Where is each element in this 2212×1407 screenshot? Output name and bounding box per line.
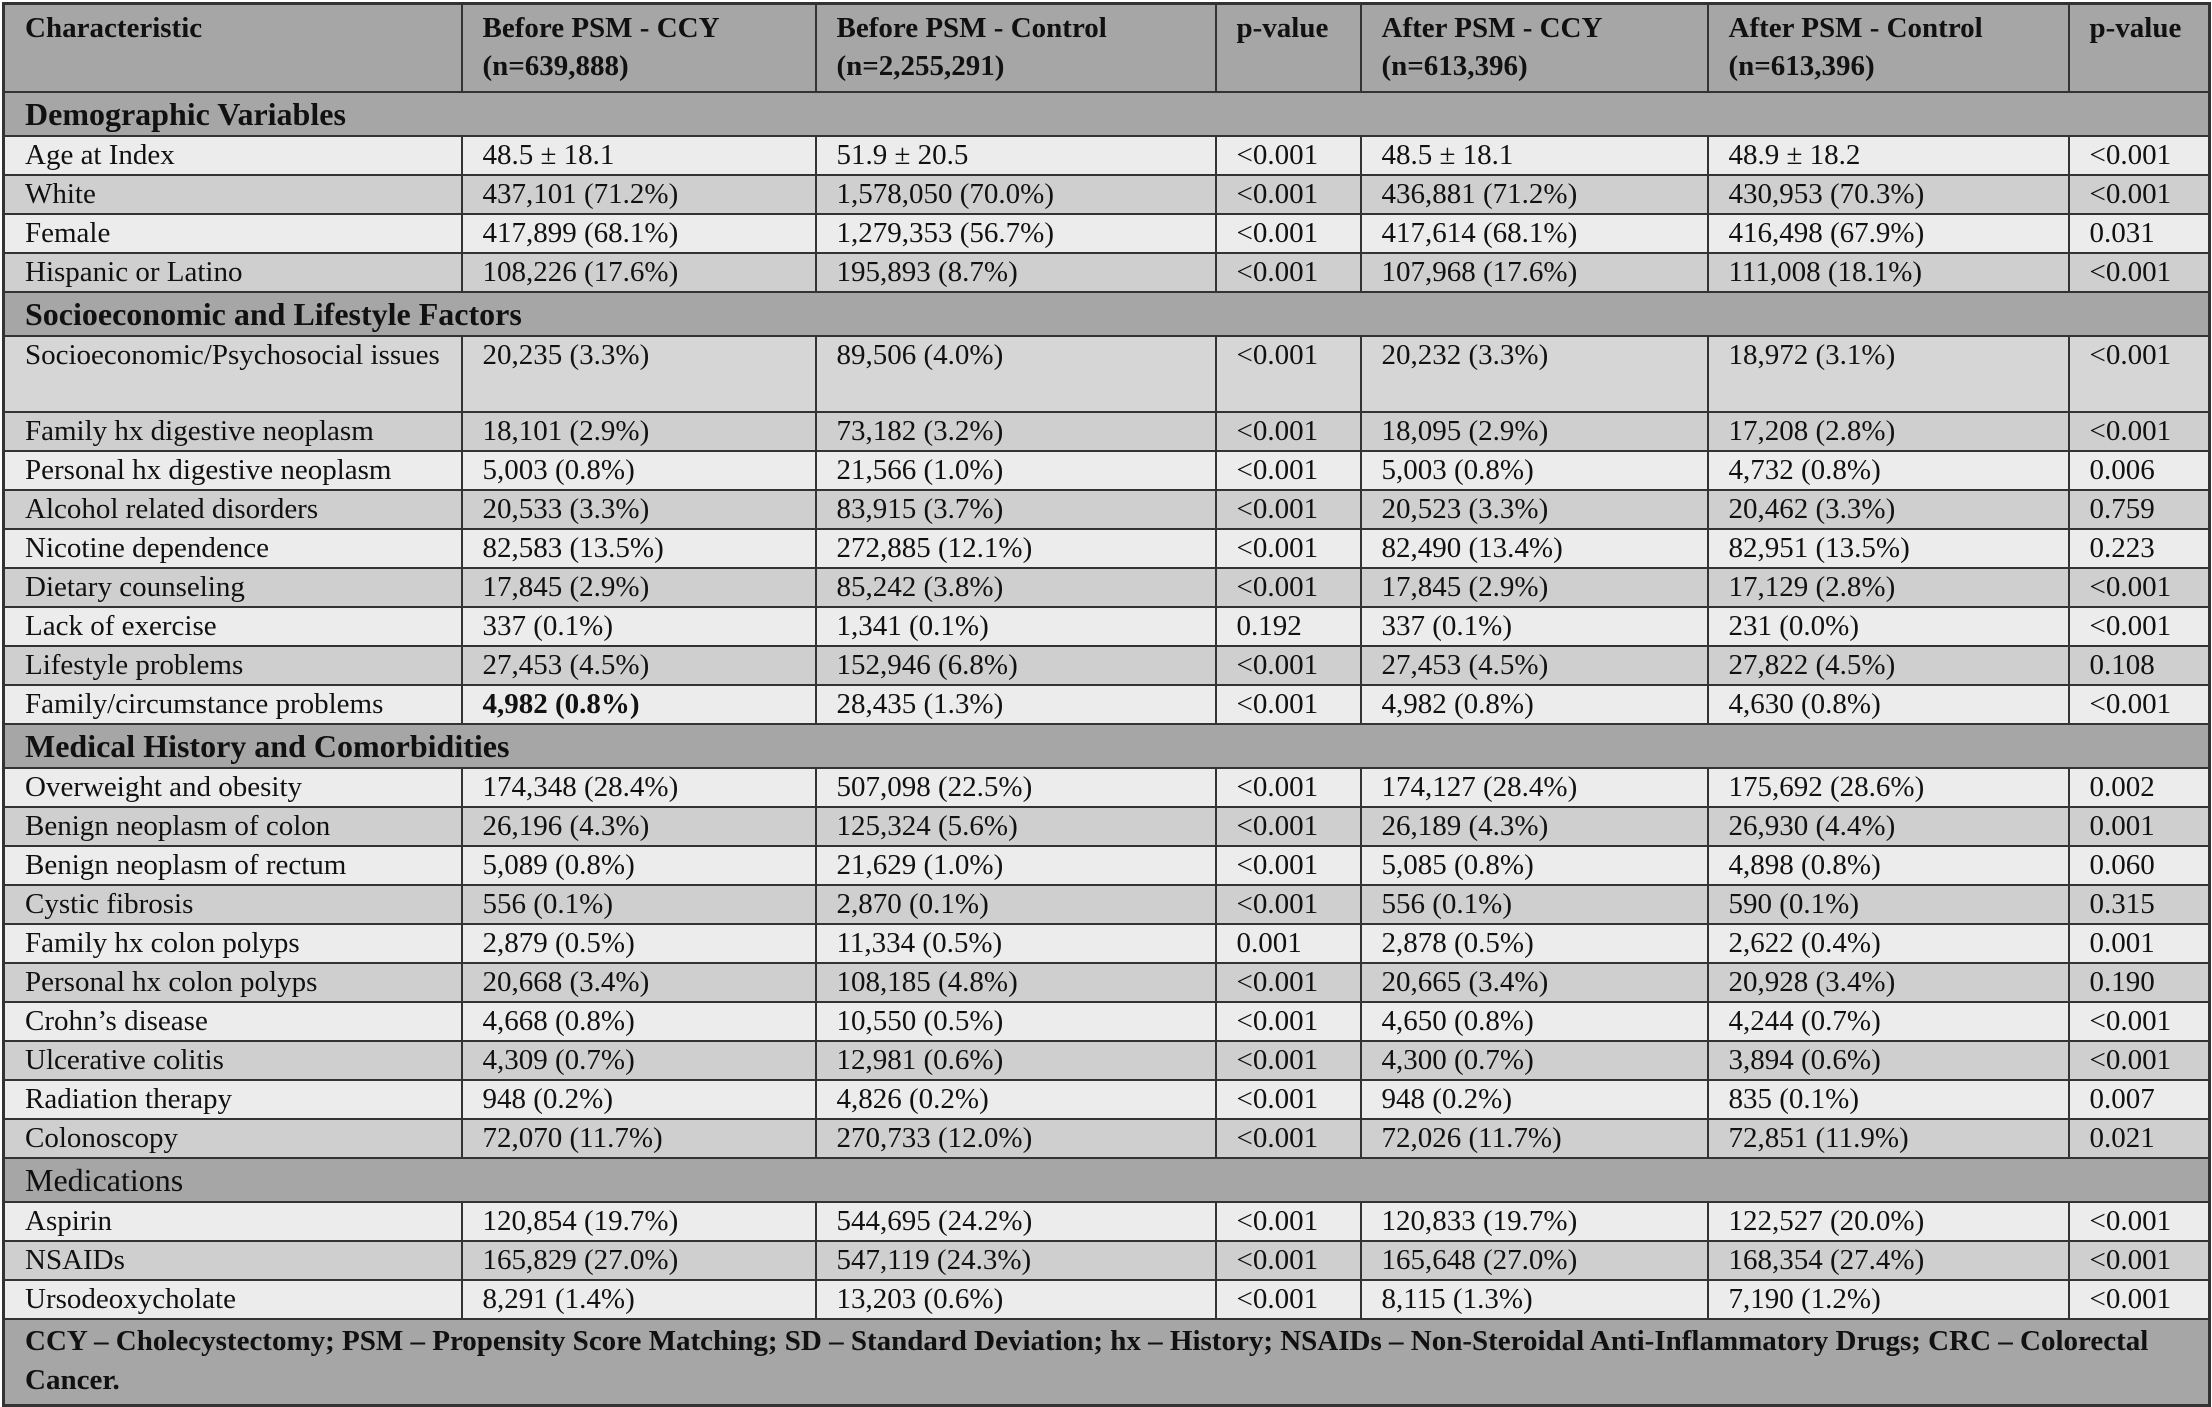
after-control-cell: 4,244 (0.7%) <box>1708 1002 2069 1041</box>
after-ccy-cell: 337 (0.1%) <box>1361 607 1708 646</box>
before-control-cell: 83,915 (3.7%) <box>816 490 1216 529</box>
before-ccy-cell: 20,235 (3.3%) <box>462 336 816 412</box>
before-ccy-cell: 948 (0.2%) <box>462 1080 816 1119</box>
after-ccy-cell: 20,232 (3.3%) <box>1361 336 1708 412</box>
after-p-value-cell: <0.001 <box>2069 136 2210 175</box>
before-p-value-cell: <0.001 <box>1216 846 1361 885</box>
before-control-cell: 544,695 (24.2%) <box>816 1202 1216 1241</box>
after-ccy-cell: 2,878 (0.5%) <box>1361 924 1708 963</box>
before-p-value-cell: <0.001 <box>1216 1202 1361 1241</box>
after-ccy-cell: 20,523 (3.3%) <box>1361 490 1708 529</box>
before-p-value-cell: <0.001 <box>1216 646 1361 685</box>
before-p-value-cell: <0.001 <box>1216 529 1361 568</box>
after-ccy-cell: 107,968 (17.6%) <box>1361 253 1708 292</box>
table-row <box>4 963 2210 1002</box>
section-title: Medical History and Comorbidities <box>4 724 2210 768</box>
table-row <box>4 768 2210 807</box>
section-header-row <box>4 1158 2210 1202</box>
table-row <box>4 490 2210 529</box>
table-row <box>4 885 2210 924</box>
characteristic-cell: Ulcerative colitis <box>4 1041 462 1080</box>
before-control-cell: 13,203 (0.6%) <box>816 1280 1216 1319</box>
section-title: Medications <box>4 1158 2210 1202</box>
after-control-cell: 7,190 (1.2%) <box>1708 1280 2069 1319</box>
before-p-value-cell: <0.001 <box>1216 451 1361 490</box>
before-ccy-cell: 4,309 (0.7%) <box>462 1041 816 1080</box>
section-header-row <box>4 724 2210 768</box>
characteristic-cell: Hispanic or Latino <box>4 253 462 292</box>
after-control-cell: 27,822 (4.5%) <box>1708 646 2069 685</box>
before-p-value-cell: <0.001 <box>1216 1002 1361 1041</box>
before-control-cell: 152,946 (6.8%) <box>816 646 1216 685</box>
characteristic-cell: Cystic fibrosis <box>4 885 462 924</box>
characteristic-cell: Overweight and obesity <box>4 768 462 807</box>
after-p-value-cell: <0.001 <box>2069 568 2210 607</box>
table-body <box>4 92 2210 1319</box>
after-ccy-cell: 120,833 (19.7%) <box>1361 1202 1708 1241</box>
characteristic-cell: Personal hx colon polyps <box>4 963 462 1002</box>
after-control-cell: 4,732 (0.8%) <box>1708 451 2069 490</box>
after-p-value-cell: 0.060 <box>2069 846 2210 885</box>
characteristic-cell: Family/circumstance problems <box>4 685 462 724</box>
after-ccy-cell: 556 (0.1%) <box>1361 885 1708 924</box>
after-p-value-cell: 0.223 <box>2069 529 2210 568</box>
before-ccy-cell: 2,879 (0.5%) <box>462 924 816 963</box>
header-after-control: After PSM - Control (n=613,396) <box>1708 4 2069 92</box>
characteristic-cell: Family hx digestive neoplasm <box>4 412 462 451</box>
table-row <box>4 451 2210 490</box>
after-p-value-cell: 0.190 <box>2069 963 2210 1002</box>
before-ccy-cell: 437,101 (71.2%) <box>462 175 816 214</box>
before-p-value-cell: <0.001 <box>1216 1119 1361 1158</box>
after-p-value-cell: 0.021 <box>2069 1119 2210 1158</box>
table-row <box>4 1202 2210 1241</box>
after-ccy-cell: 17,845 (2.9%) <box>1361 568 1708 607</box>
characteristic-cell: NSAIDs <box>4 1241 462 1280</box>
header-before-ccy: Before PSM - CCY (n=639,888) <box>462 4 816 92</box>
table-row <box>4 568 2210 607</box>
before-ccy-cell: 27,453 (4.5%) <box>462 646 816 685</box>
after-ccy-cell: 18,095 (2.9%) <box>1361 412 1708 451</box>
after-p-value-cell: <0.001 <box>2069 253 2210 292</box>
after-ccy-cell: 4,982 (0.8%) <box>1361 685 1708 724</box>
table-row <box>4 1241 2210 1280</box>
characteristic-cell: Family hx colon polyps <box>4 924 462 963</box>
characteristic-cell: Personal hx digestive neoplasm <box>4 451 462 490</box>
characteristic-cell: Age at Index <box>4 136 462 175</box>
characteristics-table <box>2 2 2211 1407</box>
after-ccy-cell: 48.5 ± 18.1 <box>1361 136 1708 175</box>
before-p-value-cell: <0.001 <box>1216 1241 1361 1280</box>
after-ccy-cell: 72,026 (11.7%) <box>1361 1119 1708 1158</box>
after-ccy-cell: 165,648 (27.0%) <box>1361 1241 1708 1280</box>
after-p-value-cell: 0.108 <box>2069 646 2210 685</box>
header-before-control: Before PSM - Control (n=2,255,291) <box>816 4 1216 92</box>
before-ccy-cell: 556 (0.1%) <box>462 885 816 924</box>
before-control-cell: 12,981 (0.6%) <box>816 1041 1216 1080</box>
before-ccy-cell: 174,348 (28.4%) <box>462 768 816 807</box>
after-control-cell: 4,898 (0.8%) <box>1708 846 2069 885</box>
after-ccy-cell: 4,300 (0.7%) <box>1361 1041 1708 1080</box>
after-control-cell: 835 (0.1%) <box>1708 1080 2069 1119</box>
after-ccy-cell: 417,614 (68.1%) <box>1361 214 1708 253</box>
before-ccy-cell: 72,070 (11.7%) <box>462 1119 816 1158</box>
after-control-cell: 48.9 ± 18.2 <box>1708 136 2069 175</box>
after-ccy-cell: 27,453 (4.5%) <box>1361 646 1708 685</box>
after-ccy-cell: 20,665 (3.4%) <box>1361 963 1708 1002</box>
characteristic-cell: Alcohol related disorders <box>4 490 462 529</box>
after-p-value-cell: 0.007 <box>2069 1080 2210 1119</box>
after-control-cell: 4,630 (0.8%) <box>1708 685 2069 724</box>
after-ccy-cell: 82,490 (13.4%) <box>1361 529 1708 568</box>
before-ccy-cell: 4,668 (0.8%) <box>462 1002 816 1041</box>
characteristic-cell: Socioeconomic/Psychosocial issues <box>4 336 462 412</box>
before-ccy-cell: 18,101 (2.9%) <box>462 412 816 451</box>
table-row <box>4 253 2210 292</box>
table-row <box>4 846 2210 885</box>
before-control-cell: 21,629 (1.0%) <box>816 846 1216 885</box>
after-control-cell: 17,129 (2.8%) <box>1708 568 2069 607</box>
before-p-value-cell: <0.001 <box>1216 336 1361 412</box>
characteristic-cell: Female <box>4 214 462 253</box>
before-ccy-cell: 417,899 (68.1%) <box>462 214 816 253</box>
after-p-value-cell: <0.001 <box>2069 1280 2210 1319</box>
before-p-value-cell: <0.001 <box>1216 685 1361 724</box>
before-ccy-cell: 4,982 (0.8%) <box>462 685 816 724</box>
table-row <box>4 1280 2210 1319</box>
before-control-cell: 1,341 (0.1%) <box>816 607 1216 646</box>
after-p-value-cell: <0.001 <box>2069 1241 2210 1280</box>
before-ccy-cell: 120,854 (19.7%) <box>462 1202 816 1241</box>
after-p-value-cell: <0.001 <box>2069 175 2210 214</box>
after-p-value-cell: <0.001 <box>2069 1202 2210 1241</box>
after-control-cell: 26,930 (4.4%) <box>1708 807 2069 846</box>
header-after-ccy: After PSM - CCY (n=613,396) <box>1361 4 1708 92</box>
header-row <box>4 4 2210 92</box>
after-ccy-cell: 174,127 (28.4%) <box>1361 768 1708 807</box>
table-row <box>4 1041 2210 1080</box>
before-ccy-cell: 20,668 (3.4%) <box>462 963 816 1002</box>
before-control-cell: 85,242 (3.8%) <box>816 568 1216 607</box>
after-p-value-cell: <0.001 <box>2069 1002 2210 1041</box>
after-control-cell: 231 (0.0%) <box>1708 607 2069 646</box>
before-ccy-cell: 165,829 (27.0%) <box>462 1241 816 1280</box>
characteristic-cell: Nicotine dependence <box>4 529 462 568</box>
before-ccy-cell: 26,196 (4.3%) <box>462 807 816 846</box>
after-p-value-cell: <0.001 <box>2069 336 2210 412</box>
after-ccy-cell: 436,881 (71.2%) <box>1361 175 1708 214</box>
before-control-cell: 125,324 (5.6%) <box>816 807 1216 846</box>
table-container <box>2 2 2211 1407</box>
after-control-cell: 168,354 (27.4%) <box>1708 1241 2069 1280</box>
before-control-cell: 4,826 (0.2%) <box>816 1080 1216 1119</box>
before-p-value-cell: <0.001 <box>1216 175 1361 214</box>
after-control-cell: 82,951 (13.5%) <box>1708 529 2069 568</box>
after-p-value-cell: 0.001 <box>2069 807 2210 846</box>
before-ccy-cell: 337 (0.1%) <box>462 607 816 646</box>
before-p-value-cell: <0.001 <box>1216 1041 1361 1080</box>
table-row <box>4 529 2210 568</box>
characteristic-cell: Aspirin <box>4 1202 462 1241</box>
after-p-value-cell: 0.759 <box>2069 490 2210 529</box>
before-ccy-cell: 48.5 ± 18.1 <box>462 136 816 175</box>
before-ccy-cell: 5,003 (0.8%) <box>462 451 816 490</box>
before-ccy-cell: 82,583 (13.5%) <box>462 529 816 568</box>
after-ccy-cell: 8,115 (1.3%) <box>1361 1280 1708 1319</box>
before-ccy-cell: 8,291 (1.4%) <box>462 1280 816 1319</box>
before-control-cell: 89,506 (4.0%) <box>816 336 1216 412</box>
footnote: CCY – Cholecystectomy; PSM – Propensity Score Matching; SD – Standard Deviation; hx – History; NSAIDs – Non-Steroidal Anti-Inflammatory Drugs; CRC – Colorectal Cancer. <box>4 1319 2210 1406</box>
characteristic-cell: Lack of exercise <box>4 607 462 646</box>
section-header-row <box>4 92 2210 136</box>
after-control-cell: 430,953 (70.3%) <box>1708 175 2069 214</box>
after-p-value-cell: 0.006 <box>2069 451 2210 490</box>
after-p-value-cell: <0.001 <box>2069 607 2210 646</box>
characteristic-cell: Dietary counseling <box>4 568 462 607</box>
after-ccy-cell: 26,189 (4.3%) <box>1361 807 1708 846</box>
after-control-cell: 122,527 (20.0%) <box>1708 1202 2069 1241</box>
before-p-value-cell: <0.001 <box>1216 568 1361 607</box>
after-control-cell: 20,928 (3.4%) <box>1708 963 2069 1002</box>
section-title: Demographic Variables <box>4 92 2210 136</box>
before-p-value-cell: <0.001 <box>1216 1280 1361 1319</box>
table-row <box>4 685 2210 724</box>
table-row <box>4 214 2210 253</box>
characteristic-cell: Crohn’s disease <box>4 1002 462 1041</box>
before-control-cell: 2,870 (0.1%) <box>816 885 1216 924</box>
before-ccy-cell: 108,226 (17.6%) <box>462 253 816 292</box>
characteristic-cell: White <box>4 175 462 214</box>
before-control-cell: 195,893 (8.7%) <box>816 253 1216 292</box>
before-p-value-cell: <0.001 <box>1216 412 1361 451</box>
before-control-cell: 272,885 (12.1%) <box>816 529 1216 568</box>
before-p-value-cell: <0.001 <box>1216 214 1361 253</box>
before-control-cell: 270,733 (12.0%) <box>816 1119 1216 1158</box>
before-control-cell: 1,578,050 (70.0%) <box>816 175 1216 214</box>
after-p-value-cell: <0.001 <box>2069 1041 2210 1080</box>
before-p-value-cell: 0.001 <box>1216 924 1361 963</box>
after-control-cell: 3,894 (0.6%) <box>1708 1041 2069 1080</box>
after-control-cell: 20,462 (3.3%) <box>1708 490 2069 529</box>
before-p-value-cell: <0.001 <box>1216 768 1361 807</box>
characteristic-cell: Radiation therapy <box>4 1080 462 1119</box>
table-row <box>4 412 2210 451</box>
table-row <box>4 646 2210 685</box>
table-row <box>4 1119 2210 1158</box>
before-p-value-cell: <0.001 <box>1216 1080 1361 1119</box>
table-row <box>4 175 2210 214</box>
section-title: Socioeconomic and Lifestyle Factors <box>4 292 2210 336</box>
before-p-value-cell: <0.001 <box>1216 885 1361 924</box>
table-row <box>4 807 2210 846</box>
before-ccy-cell: 20,533 (3.3%) <box>462 490 816 529</box>
before-p-value-cell: 0.192 <box>1216 607 1361 646</box>
before-p-value-cell: <0.001 <box>1216 253 1361 292</box>
before-ccy-cell: 17,845 (2.9%) <box>462 568 816 607</box>
characteristic-cell: Lifestyle problems <box>4 646 462 685</box>
after-p-value-cell: 0.002 <box>2069 768 2210 807</box>
after-control-cell: 416,498 (67.9%) <box>1708 214 2069 253</box>
after-control-cell: 2,622 (0.4%) <box>1708 924 2069 963</box>
characteristic-cell: Colonoscopy <box>4 1119 462 1158</box>
header-before-p-value: p-value <box>1216 4 1361 92</box>
before-control-cell: 21,566 (1.0%) <box>816 451 1216 490</box>
before-control-cell: 28,435 (1.3%) <box>816 685 1216 724</box>
before-control-cell: 1,279,353 (56.7%) <box>816 214 1216 253</box>
after-control-cell: 175,692 (28.6%) <box>1708 768 2069 807</box>
after-ccy-cell: 5,003 (0.8%) <box>1361 451 1708 490</box>
before-control-cell: 51.9 ± 20.5 <box>816 136 1216 175</box>
before-control-cell: 10,550 (0.5%) <box>816 1002 1216 1041</box>
table-row <box>4 924 2210 963</box>
before-control-cell: 11,334 (0.5%) <box>816 924 1216 963</box>
after-p-value-cell: <0.001 <box>2069 685 2210 724</box>
before-ccy-cell: 5,089 (0.8%) <box>462 846 816 885</box>
header-characteristic: Characteristic <box>4 4 462 92</box>
before-control-cell: 547,119 (24.3%) <box>816 1241 1216 1280</box>
after-p-value-cell: <0.001 <box>2069 412 2210 451</box>
section-header-row <box>4 292 2210 336</box>
header-after-p-value: p-value <box>2069 4 2210 92</box>
before-p-value-cell: <0.001 <box>1216 490 1361 529</box>
table-row <box>4 136 2210 175</box>
before-p-value-cell: <0.001 <box>1216 136 1361 175</box>
after-ccy-cell: 5,085 (0.8%) <box>1361 846 1708 885</box>
before-control-cell: 73,182 (3.2%) <box>816 412 1216 451</box>
after-control-cell: 17,208 (2.8%) <box>1708 412 2069 451</box>
after-control-cell: 18,972 (3.1%) <box>1708 336 2069 412</box>
characteristic-cell: Benign neoplasm of rectum <box>4 846 462 885</box>
after-p-value-cell: 0.031 <box>2069 214 2210 253</box>
footnote-row <box>4 1319 2210 1406</box>
after-p-value-cell: 0.315 <box>2069 885 2210 924</box>
after-p-value-cell: 0.001 <box>2069 924 2210 963</box>
before-p-value-cell: <0.001 <box>1216 807 1361 846</box>
before-control-cell: 108,185 (4.8%) <box>816 963 1216 1002</box>
table-row <box>4 607 2210 646</box>
after-control-cell: 590 (0.1%) <box>1708 885 2069 924</box>
after-ccy-cell: 948 (0.2%) <box>1361 1080 1708 1119</box>
after-control-cell: 111,008 (18.1%) <box>1708 253 2069 292</box>
before-p-value-cell: <0.001 <box>1216 963 1361 1002</box>
table-row <box>4 336 2210 412</box>
before-control-cell: 507,098 (22.5%) <box>816 768 1216 807</box>
table-row <box>4 1080 2210 1119</box>
after-ccy-cell: 4,650 (0.8%) <box>1361 1002 1708 1041</box>
after-control-cell: 72,851 (11.9%) <box>1708 1119 2069 1158</box>
characteristic-cell: Benign neoplasm of colon <box>4 807 462 846</box>
table-row <box>4 1002 2210 1041</box>
characteristic-cell: Ursodeoxycholate <box>4 1280 462 1319</box>
